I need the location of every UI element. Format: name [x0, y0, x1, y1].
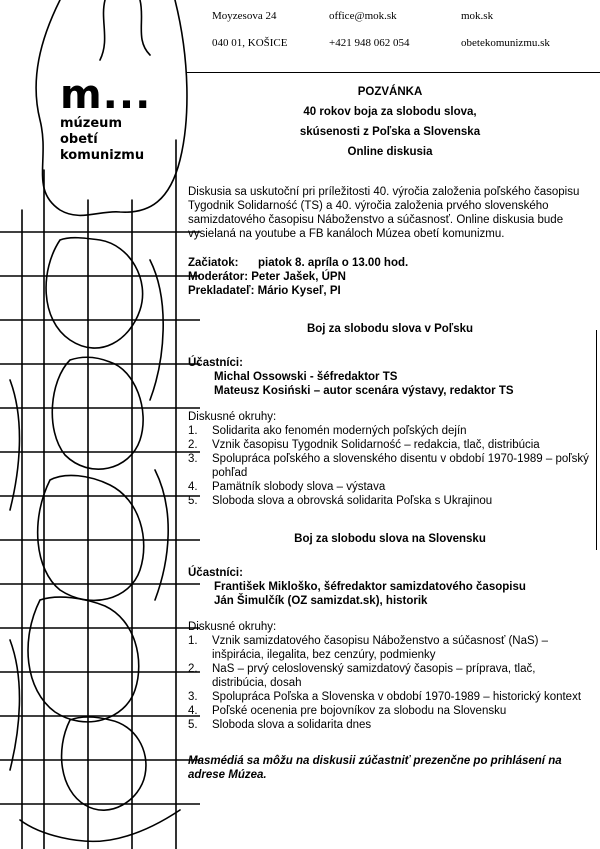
topics-label: Diskusné okruhy: — [188, 411, 277, 423]
list-item: 3. Spolupráca poľského a slovenského disentu v období 1970-1989 – poľský pohľad — [188, 453, 589, 479]
participants-label: Účastníci: — [188, 357, 243, 369]
website-link-mok[interactable]: mok.sk — [461, 10, 494, 22]
participant: Ján Šimulčík (OZ samizdat.sk), historik — [214, 595, 428, 607]
list-item: 5. Sloboda slova a obrovská solidarita Poľska s Ukrajinou — [188, 495, 493, 507]
invitation-subtitle-1: 40 rokov boja za slobodu slova, — [303, 106, 477, 118]
participant: Mateusz Kosiński – autor scenára výstavy, redaktor TS — [214, 385, 514, 397]
event-info — [188, 256, 592, 298]
participants-list — [188, 370, 592, 398]
intro-paragraph: Diskusia sa uskutoční pri príležitosti 40. výročia založenia poľského časopisu Tygodnik Solidarność (TS) a 40. výročia založenia prvého slovenského samizdatového časopisu Náboženstvo a súčasnosť. Online diskusia bude vysielaná na youtube a FB kanáloch Múzea obetí komunizmu. — [188, 186, 580, 240]
list-item: 1. Solidarita ako fenomén moderných poľských dejín — [188, 425, 467, 437]
contact-websites — [461, 10, 550, 64]
logo-name: múzeum obetí komunizmu — [60, 116, 145, 163]
invitation-heading — [188, 82, 592, 162]
participant: Michal Ossowski - šéfredaktor TS — [214, 371, 398, 383]
topics-list — [188, 634, 592, 732]
topics-label: Diskusné okruhy: — [188, 621, 277, 633]
header-divider — [186, 72, 600, 73]
logo-mark: m... — [60, 72, 152, 118]
participant: František Mikloško, šéfredaktor samizdatového časopisu — [214, 581, 526, 593]
list-item: 4. Pamätník slobody slova – výstava — [188, 481, 386, 493]
list-item: 5. Sloboda slova a solidarita dnes — [188, 719, 372, 731]
section-title-slovakia: Boj za slobodu slova na Slovensku — [294, 533, 486, 545]
participants-list — [188, 580, 592, 608]
list-item: 2. NaS – prvý celoslovenský samizdatový časopis – príprava, tlač, distribúcia, dosah — [188, 663, 536, 689]
email-link[interactable]: office@mok.sk — [329, 10, 397, 22]
list-item: 4. Poľské ocenenia pre bojovníkov za slobodu na Slovensku — [188, 705, 507, 717]
margin-line — [596, 330, 597, 550]
moderator-row: Moderátor: Peter Jašek, ÚPN — [188, 271, 346, 283]
list-item: 2. Vznik časopisu Tygodnik Solidarność – redakcia, tlač, distribúcia — [188, 439, 540, 451]
list-item: 1. Vznik samizdatového časopisu Náboženstvo a súčasnosť (NaS) – inšpirácia, ilegalita, bez cenzúry, podmienky — [188, 635, 549, 661]
start-row: Začiatok: piatok 8. apríla o 13.00 hod. — [188, 257, 409, 269]
media-notice: Masmédiá sa môžu na diskusii zúčastniť prezenčne po prihlásení na adrese Múzea. — [188, 755, 562, 781]
contact-address: Moyzesova 24 040 01, KOŠICE — [212, 10, 288, 49]
website-link-obete[interactable]: obetekomunizmu.sk — [461, 37, 550, 49]
participants-label: Účastníci: — [188, 567, 243, 579]
invitation-title: POZVÁNKA — [357, 86, 423, 98]
invitation-subtitle-3: Online diskusia — [347, 146, 433, 158]
museum-logo — [60, 72, 152, 164]
section-title-poland: Boj za slobodu slova v Poľsku — [306, 323, 474, 335]
invitation-subtitle-2: skúsenosti z Poľska a Slovenska — [299, 126, 481, 138]
phone-number: +421 948 062 054 — [329, 37, 410, 49]
contact-email-phone — [329, 10, 409, 64]
list-item: 3. Spolupráca Poľska a Slovenska v období 1970-1989 – historický kontext — [188, 691, 582, 703]
topics-list — [188, 424, 592, 508]
invitation-body — [188, 82, 592, 782]
translator-row: Prekladateľ: Mário Kyseľ, PI — [188, 285, 341, 297]
